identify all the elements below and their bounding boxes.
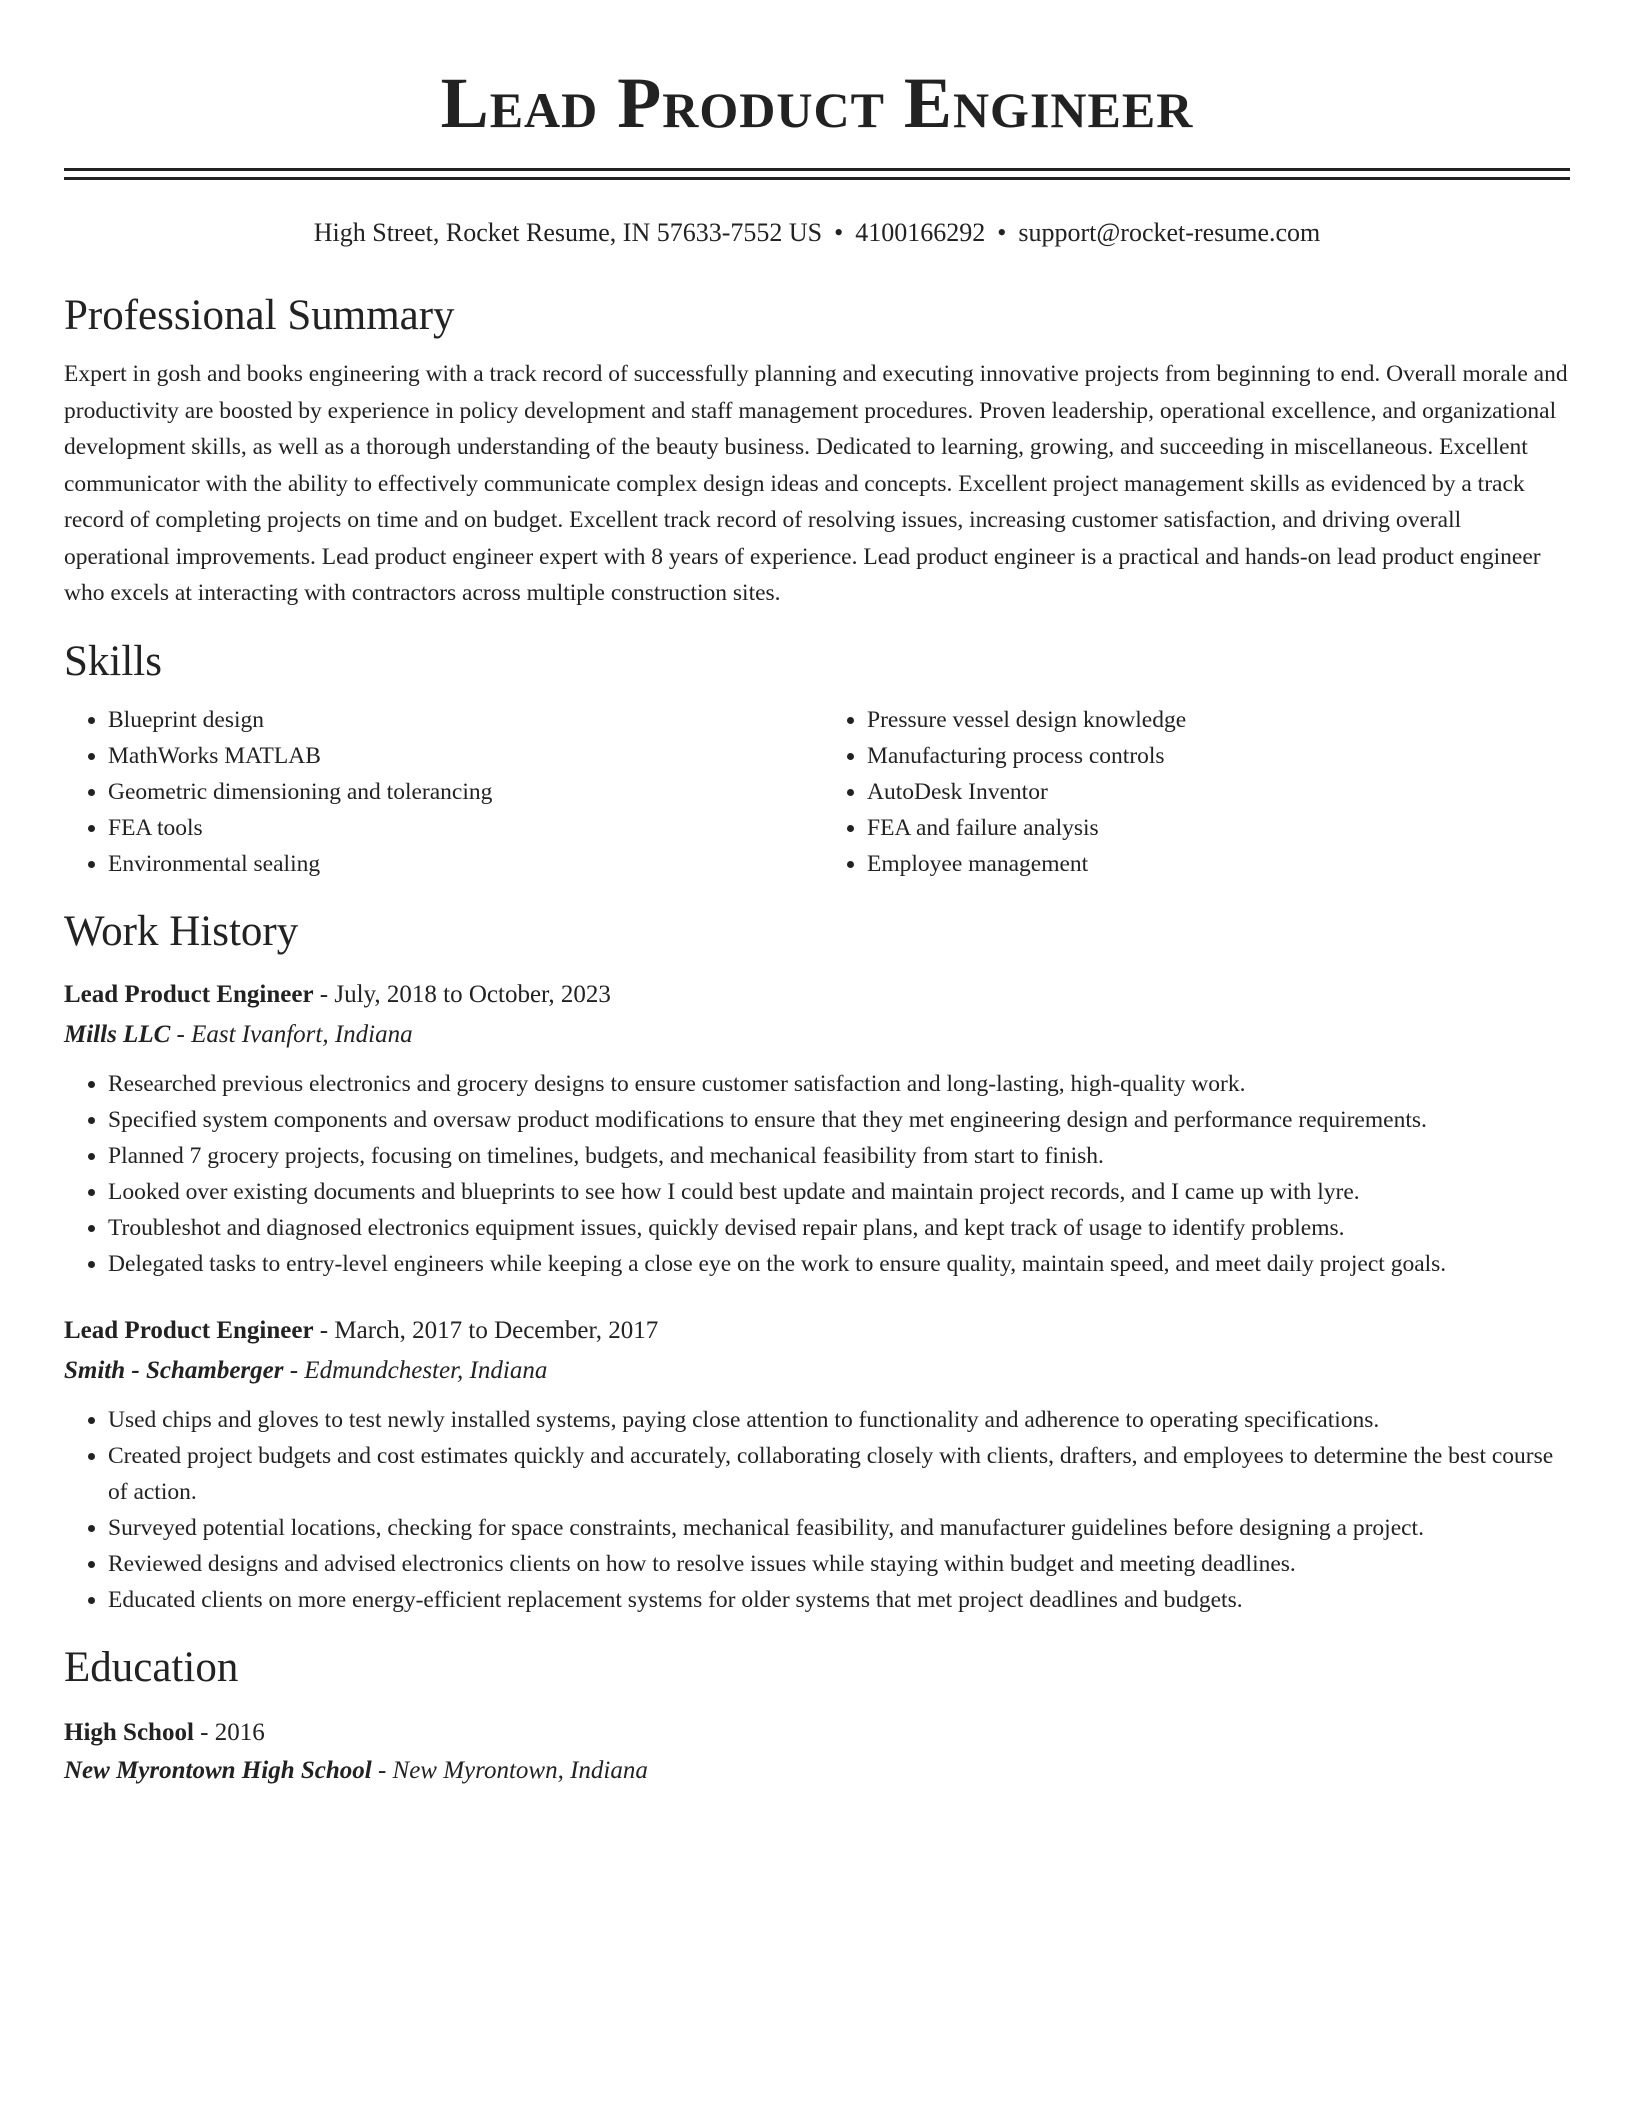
- education-entry: [64, 1716, 1570, 1788]
- skills-list: [64, 702, 1570, 882]
- skill-item: • Manufacturing process controls: [867, 738, 1570, 774]
- job-bullet: • Looked over existing documents and blueprints to see how I could best update and maintain project records, and I came up with lyre.: [108, 1174, 1570, 1210]
- resume-name: Lead Product Engineer: [440, 63, 1194, 143]
- education-school-line: [64, 1754, 1570, 1788]
- job-company-name: Smith - Schamberger: [64, 1356, 284, 1384]
- resume-page: [64, 0, 1570, 1788]
- skills-column-right: [811, 702, 1570, 882]
- job-dates: - July, 2018 to October, 2023: [313, 980, 611, 1008]
- job-bullet: • Troubleshot and diagnosed electronics equipment issues, quickly devised repair plans, and kept track of usage to identify problems.: [108, 1210, 1570, 1246]
- job-title: Lead Product Engineer: [64, 980, 314, 1008]
- job-bullet: • Researched previous electronics and grocery designs to ensure customer satisfaction and long-lasting, high-quality work.: [108, 1066, 1570, 1102]
- contact-phone: 4100166292: [855, 218, 986, 247]
- job-employer: [64, 1018, 1570, 1052]
- job-bullet: • Educated clients on more energy-efficient replacement systems for older systems that met project deadlines and budgets.: [108, 1582, 1570, 1618]
- education-degree: High School: [64, 1718, 194, 1746]
- education-year: - 2016: [193, 1718, 265, 1746]
- job-bullet: • Delegated tasks to entry-level engineers while keeping a close eye on the work to ensure quality, maintain speed, and meet daily project goals.: [108, 1246, 1570, 1282]
- job-company-name: Mills LLC: [64, 1020, 171, 1048]
- skill-item: • FEA tools: [108, 810, 811, 846]
- contact-line: [64, 216, 1570, 250]
- skill-item: • Geometric dimensioning and tolerancing: [108, 774, 811, 810]
- skill-item: • Pressure vessel design knowledge: [867, 702, 1570, 738]
- job-bullets: [64, 1066, 1570, 1282]
- job-title: Lead Product Engineer: [64, 1316, 314, 1344]
- contact-separator: •: [997, 218, 1007, 247]
- contact-address: High Street, Rocket Resume, IN 57633-7552 US: [313, 218, 823, 247]
- job-bullet: • Created project budgets and cost estimates quickly and accurately, collaborating closely with clients, drafters, and employees to determine the best course of action.: [108, 1438, 1570, 1510]
- job-heading: [64, 1314, 1570, 1348]
- section-title-summary: Professional Summary: [64, 292, 455, 339]
- job-employer: [64, 1354, 1570, 1388]
- education-location: - New Myrontown, Indiana: [371, 1756, 648, 1784]
- education-heading: [64, 1716, 1570, 1750]
- skill-item: • AutoDesk Inventor: [867, 774, 1570, 810]
- job-heading: [64, 978, 1570, 1012]
- skill-item: • MathWorks MATLAB: [108, 738, 811, 774]
- skill-item: • Blueprint design: [108, 702, 811, 738]
- job-location: - East Ivanfort, Indiana: [170, 1020, 413, 1048]
- header-double-rule: [64, 168, 1570, 180]
- section-title-education: Education: [64, 1643, 239, 1691]
- contact-separator: •: [834, 218, 844, 247]
- summary-text: Expert in gosh and books engineering with a track record of successfully planning and executing innovative projects from beginning to end. Overall morale and productivity are boosted by experience in policy development and staff management procedures. Proven leadership, operational excellence, and organizational development skills, as well as a thorough understanding of the beauty business. Dedicated to learning, growing, and succeeding in miscellaneous. Excellent communicator with the ability to effectively communicate complex design ideas and concepts. Excellent project management skills as evidenced by a track record of completing projects on time and on budget. Excellent track record of resolving issues, increasing customer satisfaction, and driving overall operational improvements. Lead product engineer expert with 8 years of experience. Lead product engineer is a practical and hands-on lead product engineer who excels at interacting with contractors across multiple construction sites.: [64, 361, 1568, 606]
- job-bullet: • Surveyed potential locations, checking for space constraints, mechanical feasibility, and manufacturer guidelines before designing a project.: [108, 1510, 1570, 1546]
- job-entry: [64, 978, 1570, 1282]
- job-location: - Edmundchester, Indiana: [283, 1356, 548, 1384]
- skills-column-left: [64, 702, 811, 882]
- contact-email: support@rocket-resume.com: [1018, 218, 1321, 247]
- skill-item: • FEA and failure analysis: [867, 810, 1570, 846]
- job-dates: - March, 2017 to December, 2017: [313, 1316, 659, 1344]
- section-title-work-history: Work History: [64, 907, 299, 955]
- job-bullet: • Specified system components and oversaw product modifications to ensure that they met engineering design and performance requirements.: [108, 1102, 1570, 1138]
- skill-item: • Employee management: [867, 846, 1570, 882]
- skill-item: • Environmental sealing: [108, 846, 811, 882]
- section-title-skills: Skills: [64, 637, 162, 685]
- job-bullets: [64, 1402, 1570, 1618]
- education-school: New Myrontown High School: [64, 1756, 372, 1784]
- job-bullet: • Used chips and gloves to test newly installed systems, paying close attention to functionality and adherence to operating specifications.: [108, 1402, 1570, 1438]
- job-bullet: • Reviewed designs and advised electronics clients on how to resolve issues while staying within budget and meeting deadlines.: [108, 1546, 1570, 1582]
- job-entry: [64, 1314, 1570, 1618]
- job-bullet: • Planned 7 grocery projects, focusing on timelines, budgets, and mechanical feasibility from start to finish.: [108, 1138, 1570, 1174]
